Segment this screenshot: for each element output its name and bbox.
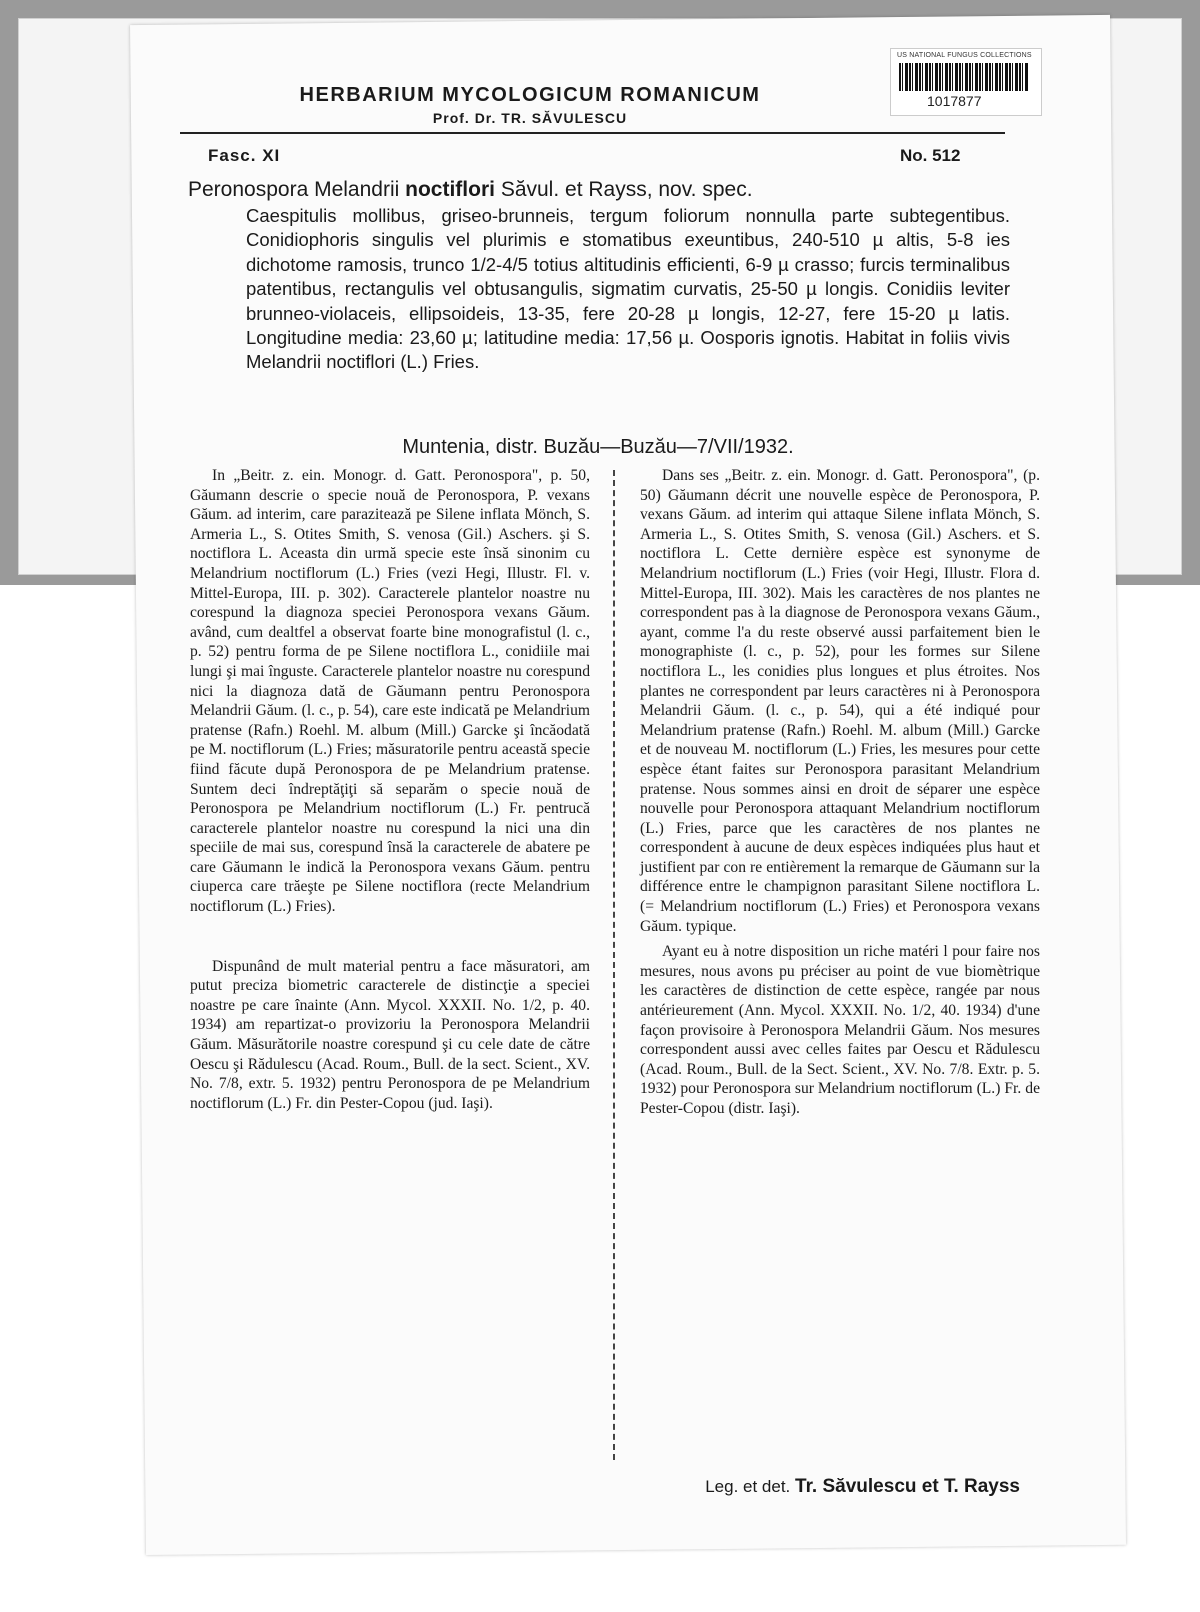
- barcode-icon: [899, 63, 1029, 91]
- romanian-column: [190, 466, 590, 1119]
- barcode-label: [890, 48, 1042, 116]
- species-authority: Săvul. et Rayss, nov. spec.: [500, 178, 753, 201]
- romanian-paragraph-1: In „Beitr. z. ein. Monogr. d. Gatt. Peronospora", p. 50, Găumann descrie o specie nouă de Peronospora, P. vexans Găum. ad interim, care parazitează pe Silene inflata Mönch, S. Armeria L., S. Otites Smith, S. venosa (Gil.) Aschers. şi S. noctiflora L. Aceasta din urmă specie este însă sinonim cu Melandrium noctiflorum (L.) Fries (vezi Hegi, Illustr. Fl. v. Mittel-Europa, III. p. 302). Caracterele plantelor noastre nu corespund la diagnoza speciei Peronospora vexans Găum. având, cum dealtfel a observat foarte bine monografistul (l. c., p. 52) pentru forma de pe Silene noctiflora L., conidiile mai lungi şi mai înguste. Caracterele plantelor noastre nu corespund nici la diagnoza dată de Găumann pentru Peronospora Melandrii Găum. (l. c., p. 54), care este indicată pe Melandrium pratense (Rafn.) Roehl. M. album (Mill.) Garcke şi încăodată pe M. noctiflorum (L.) Fries; măsuratorile pentru această specie fiind făcute după Peronospora de pe Melandrium pratense. Suntem deci îndreptăţiţi să separăm o specie nouă de Peronospora pe Melandrium noctiflorum (L.) Fr. pentrucă caracterele plantelor noastre nu corespund la nici una din speciile de mai sus, corespund însă la caracterele de abatere pe care Găumann le indică la Peronospora vexans Găum. pentru ciuperca care trăeşte pe Silene noctiflora (recte Melandrium noctiflorum (L.) Fries).: [190, 467, 590, 916]
- signature-names: Tr. Săvulescu et T. Rayss: [795, 1476, 1020, 1497]
- column-divider: [613, 470, 615, 1460]
- herbarium-author: Prof. Dr. TR. SĂVULESCU: [432, 110, 628, 126]
- locality: Muntenia, distr. Buzău—Buzău—7/VII/1932.: [402, 436, 794, 458]
- collection-caption: US NATIONAL FUNGUS COLLECTIONS: [897, 52, 1032, 59]
- species-epithet: noctiflori: [405, 178, 495, 201]
- french-column: [640, 466, 1040, 1125]
- romanian-paragraph-2: Dispunând de mult material pentru a face măsuratori, am putut preciza biometric caracterele de distincţie a speciei noastre pe care înainte (Ann. Mycol. XXXII. No. 1/2, p. 40. 1934) am repartizat-o provizoriu la Peronospora Melandrii Găum. Măsurătorile noastre corespund şi cu cele date de către Oescu şi Rădulescu (Acad. Roum., Bull. de la sect. Scient., XV. No. 7/8, extr. 5. 1932) pentru Peronospora de pe Melandrium noctiflorum (L.) Fr. din Pester-Copou (jud. Iaşi).: [190, 957, 590, 1112]
- signature-prefix: Leg. et det.: [705, 1477, 791, 1496]
- fascicle: Fasc. XI: [208, 146, 281, 165]
- signature: [560, 1476, 1020, 1498]
- latin-diagnosis: Caespitulis mollibus, griseo-brunneis, tergum foliorum nonnulla parte subtegentibus. Conidiophoris singulis vel plurimis e stomatibus exeuntibus, 240-510 µ altis, 5-8 ies dichotome ramosis, trunco 1/2-4/5 totius altitudinis efficienti, 6-9 µ crasso; furcis terminalibus patentibus, rectangulis vel obtusangulis, sigmatim curvatis, 25-50 µ longis. Conidiis leviter brunneo-violaceis, ellipsoideis, 13-35, fere 20-28 µ longis, 12-27, fere 15-20 µ latis. Longitudine media: 23,60 µ; latitudine media: 17,56 µ. Oosporis ignotis. Habitat in foliis vivis Melandrii noctiflori (L.) Fries.: [246, 205, 1010, 373]
- species-title: [188, 178, 1008, 202]
- french-paragraph-2: Ayant eu à notre disposition un riche matéri l pour faire nos mesures, nous avons pu préciser au point de vue biomètrique les caractères de distinction de cette espèce, rangée par nous antérieurement (Ann. Mycol. XXXII. No. 1/2, 40. 1934) d'une façon provisoire à Peronospora Melandrii Găum. Nos mesures correspondent aussi avec celles faites par Oescu et Rădulescu (Acad. Roum., Bull. de la Sect. Scient., XV. No. 7/8. Extr. p. 5. 1932) pour Peronospora sur Melandrium noctiflorum (L.) Fr. de Pester-Copou (distr. Iaşi).: [640, 943, 1040, 1117]
- header-rule: [180, 132, 1005, 134]
- specimen-number: No. 512: [900, 146, 961, 165]
- species-genus: Peronospora Melandrii: [188, 178, 400, 201]
- barcode-number: 1017877: [927, 93, 982, 109]
- herbarium-title: HERBARIUM MYCOLOGICUM ROMANICUM: [299, 84, 761, 106]
- french-paragraph-1: Dans ses „Beitr. z. ein. Monogr. d. Gatt. Peronospora", (p. 50) Găumann décrit une nouvelle espèce de Peronospora, P. vexans Găum. ad interim qui attaque Silene inflata Mönch, S. Armeria L., S. Otites Smith, S. venosa (Gil.) Aschers. et S. noctiflora L. Cette dernière espèce est synonyme de Melandrium noctiflorum (L.) Fries (voir Hegi, Illustr. Flora d. Mittel-Europa, III. 302). Mais les caractères de nos plantes ne correspondent pas à la diagnose de Peronospora vexans Găum., ayant, comme l'a du reste observé aussi parfaitement bien le monographiste (l. c., p. 52), pour les formes sur Silene noctiflora L., les conidies plus longues et plus étroites. Nos plantes ne correspondent par leurs caractères ni à Peronospora Melandrii Găum. (l. c., p. 54), qui a été indiqué pour Melandrium pratense (Rafn.) Roehl. M. album (Mill.) Garcke et de nouveau M. noctiflorum (L.) Fries, les mesures pour cette espèce étant faites sur Peronospora parasitant Melandrium pratense. Nous sommes ainsi en droit de séparer une espèce nouvelle pour Peronospora attaquant Melandrium noctiflorum (L.) Fries, parce que les caractères de nos plantes ne correspondent à aucune de deux espèces indiquées plus haut et justifient par con re entièrement la remarque de Găumann sur la différence entre le champignon parasitant Silene noctiflora L. (= Melandrium noctiflorum (L.) Fries) et Peronospora vexans Găum. typique.: [640, 467, 1040, 935]
